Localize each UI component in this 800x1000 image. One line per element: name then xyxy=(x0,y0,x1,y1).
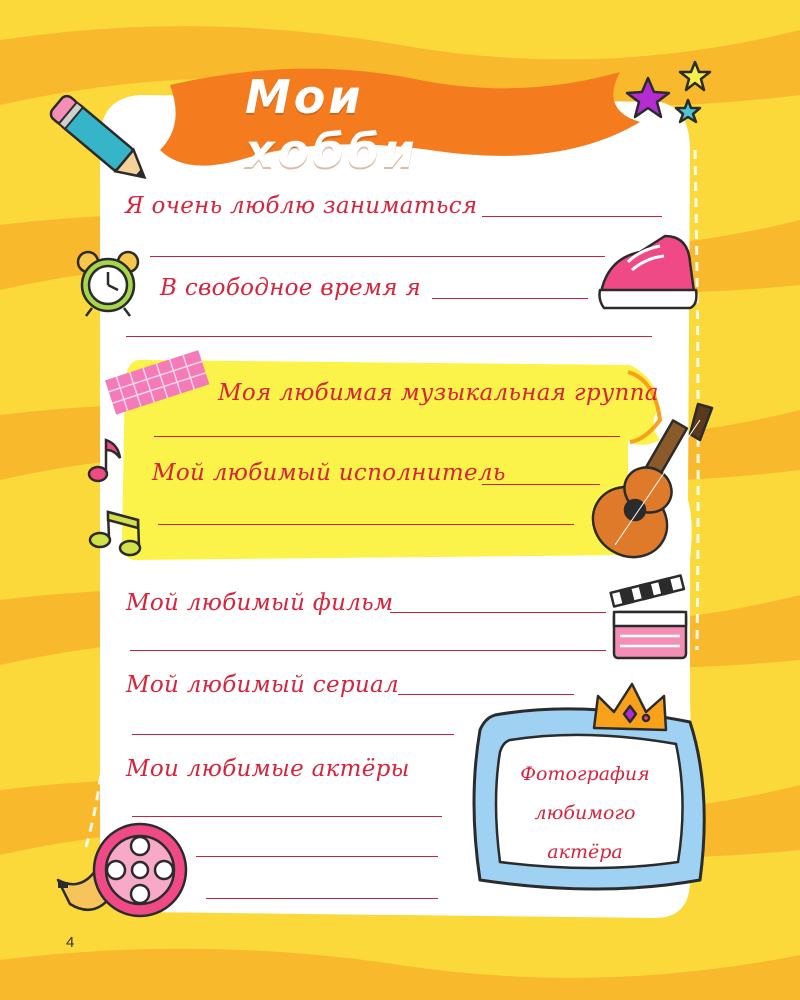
photo-frame-line-1: Фотография xyxy=(520,763,650,785)
photo-frame-label xyxy=(500,755,670,872)
photo-frame-line-3: актёра xyxy=(547,841,623,863)
answer-line-love-to-do[interactable] xyxy=(482,216,662,217)
answer-line-free-time-2[interactable] xyxy=(126,336,652,337)
answer-line-performer-2[interactable] xyxy=(158,524,574,525)
prompt-love-to-do: Я очень люблю заниматься xyxy=(125,193,478,219)
answer-line-love-to-do-2[interactable] xyxy=(150,256,605,257)
prompt-actors: Мои любимые актёры xyxy=(126,756,410,782)
photo-frame-line-2: любимого xyxy=(534,802,636,824)
page-title: Мои хобби xyxy=(245,70,418,178)
prompt-performer: Мой любимый исполнитель xyxy=(152,460,506,486)
answer-line-film-2[interactable] xyxy=(130,650,606,651)
answer-line-actors-2[interactable] xyxy=(196,856,438,857)
prompt-series: Мой любимый сериал xyxy=(126,672,399,698)
answer-line-music-group[interactable] xyxy=(154,436,620,437)
answer-line-series-2[interactable] xyxy=(132,734,454,735)
answer-line-performer[interactable] xyxy=(482,484,600,485)
answer-line-actors-3[interactable] xyxy=(206,898,438,899)
page-number: 4 xyxy=(66,934,75,951)
answer-line-film[interactable] xyxy=(390,612,606,613)
answer-line-series[interactable] xyxy=(398,694,574,695)
answer-line-free-time[interactable] xyxy=(432,298,588,299)
prompt-music-group: Моя любимая музыкальная группа xyxy=(218,380,659,406)
prompt-film: Мой любимый фильм xyxy=(126,590,394,616)
answer-line-actors-1[interactable] xyxy=(132,816,442,817)
prompt-free-time: В свободное время я xyxy=(160,275,421,301)
